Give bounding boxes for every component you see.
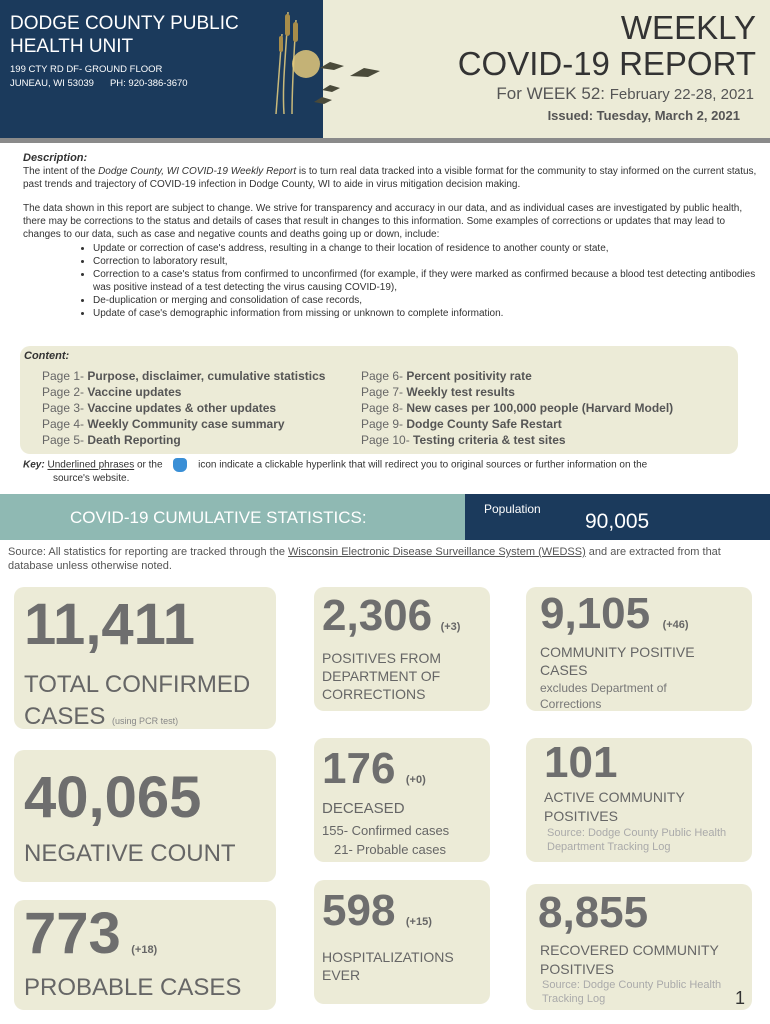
source-text-post: and are extracted from that database unless otherwise noted. — [8, 546, 721, 572]
description-intro — [23, 165, 758, 191]
page-title: Weekly Community case summary — [87, 417, 285, 431]
label-line2: CASES — [24, 703, 106, 730]
stats-banner — [0, 494, 465, 540]
active-label: ACTIVE COMMUNITY POSITIVES — [544, 789, 685, 824]
content-link-page3[interactable] — [42, 400, 325, 416]
address-phone: PH: 920-386-3670 — [109, 78, 188, 89]
community-positives-label: COMMUNITY POSITIVE CASES — [540, 644, 695, 678]
content-link-page9[interactable] — [361, 416, 673, 432]
corrections-list — [93, 242, 758, 320]
list-item: • Correction to a case's status from confirmed to unconfirmed (for example, if they were marked as confirmed because a blood test detecting antibodies was positive instead of a test detecting the virus causing COVID-19), — [93, 268, 758, 294]
content-link-page8[interactable] — [361, 400, 673, 416]
total-confirmed-label — [24, 669, 250, 737]
intro-text-pre: The intent of the — [23, 166, 99, 177]
page-title: Vaccine updates & other updates — [87, 401, 277, 415]
data-source-note — [8, 545, 758, 573]
underlined-phrases-example[interactable]: Underlined phrases — [47, 459, 135, 471]
page-number: 1 — [734, 988, 745, 1008]
content-link-page5[interactable] — [42, 432, 325, 448]
key-text-post: icon indicate a clickable hyperlink that will redirect you to original sources or further information on the — [195, 459, 648, 471]
list-item: • De-duplication or merging and consolidation of case records, — [93, 294, 758, 307]
card-recovered — [526, 884, 752, 1010]
org-address — [10, 63, 188, 91]
probable-deaths: 21- Probable cases — [334, 842, 447, 857]
hospitalizations-value: 598 — [322, 886, 396, 935]
report-title — [458, 10, 756, 82]
doc-value-row — [322, 591, 460, 641]
card-deceased — [314, 738, 490, 862]
recovered-value: 8,855 — [538, 888, 649, 937]
content-column-1 — [42, 368, 325, 448]
description-heading: Description: — [23, 152, 88, 164]
community-value-row — [540, 589, 689, 639]
page-title: Dodge County Safe Restart — [406, 417, 562, 431]
content-link-page6[interactable] — [361, 368, 673, 384]
source-text-pre: Source: All statistics for reporting are tracked through the — [8, 546, 289, 558]
card-negative — [14, 750, 276, 882]
list-item: • Correction to laboratory result, — [93, 255, 758, 268]
card-total-confirmed — [14, 587, 276, 729]
page-ref: Page 5- — [42, 433, 88, 447]
recovered-label: RECOVERED COMMUNITY POSITIVES — [540, 942, 719, 977]
week-label: For WEEK 52: — [496, 84, 605, 103]
content-link-page7[interactable] — [361, 384, 673, 400]
page-ref: Page 3- — [42, 401, 88, 415]
report-title-line2: COVID-19 REPORT — [457, 45, 756, 82]
intro-text-post: is to turn real data tracked into a visible format for the community to stay informed on the current status, past trends and trajectory of COVID-19 infection in Dodge County, WI to aide in virus mitigation decision making. — [23, 166, 757, 190]
card-hospitalizations — [314, 880, 490, 1004]
active-source: Source: Dodge County Public Health Department Tracking Log — [547, 827, 727, 853]
recovered-source: Source: Dodge County Public Health Tracking Log — [542, 979, 722, 1005]
population-label: Population — [484, 502, 541, 516]
page-ref: Page 2- — [42, 385, 88, 399]
community-positives-delta: (+46) — [662, 619, 689, 631]
deceased-delta: (+0) — [405, 774, 426, 786]
active-value: 101 — [544, 738, 618, 787]
key-text-line2: source's website. — [53, 473, 130, 484]
intro-report-name: Dodge County, WI COVID-19 Weekly Report — [98, 166, 297, 177]
page-ref: Page 6- — [361, 369, 407, 383]
probable-value-row — [24, 900, 157, 967]
page-ref: Page 4- — [42, 417, 88, 431]
card-community-positives — [526, 587, 752, 711]
org-name — [10, 12, 280, 58]
deceased-label: DECEASED — [322, 800, 405, 817]
card-doc-positives — [314, 587, 490, 711]
content-column-2 — [361, 368, 673, 448]
card-probable — [14, 900, 276, 1010]
description-section — [23, 152, 758, 320]
page-ref: Page 8- — [361, 401, 407, 415]
negative-value: 40,065 — [24, 765, 202, 830]
card-active — [526, 738, 752, 862]
address-city: JUNEAU, WI 53039 — [10, 78, 94, 89]
deceased-value-row — [322, 744, 426, 794]
key-label: Key: — [23, 459, 45, 471]
content-heading: Content: — [24, 350, 70, 362]
page-ref: Page 1- — [42, 369, 88, 383]
confirmed-deaths: 155- Confirmed cases — [322, 823, 450, 838]
page-ref: Page 9- — [361, 417, 407, 431]
week-dates: February 22-28, 2021 — [609, 86, 754, 103]
cattail-geese-logo — [262, 4, 392, 116]
population-value: 90,005 — [585, 510, 650, 533]
pcr-note: (using PCR test) — [112, 716, 179, 726]
deceased-value: 176 — [322, 744, 396, 793]
org-name-line2: HEALTH UNIT — [10, 36, 134, 57]
negative-label: NEGATIVE COUNT — [24, 840, 236, 867]
content-link-page4[interactable] — [42, 416, 325, 432]
probable-value: 773 — [24, 901, 121, 966]
org-name-line1: DODGE COUNTY PUBLIC — [10, 13, 239, 34]
content-link-page1[interactable] — [42, 368, 325, 384]
page-title: Percent positivity rate — [406, 369, 532, 383]
page-title: Weekly test results — [406, 385, 515, 399]
wedss-link[interactable]: Wisconsin Electronic Disease Surveillance System (WEDSS) — [288, 546, 586, 558]
page-title: Purpose, disclaimer, cumulative statistics — [87, 369, 326, 383]
stats-banner-title: COVID-19 CUMULATIVE STATISTICS: — [70, 508, 367, 527]
hospitalizations-delta: (+15) — [405, 916, 432, 928]
page-ref: Page 7- — [361, 385, 407, 399]
population-box — [465, 494, 770, 540]
header-divider — [0, 138, 770, 143]
community-positives-sub: excludes Department of Corrections — [540, 681, 667, 711]
doc-positives-label: POSITIVES FROM DEPARTMENT OF CORRECTIONS — [322, 650, 442, 702]
page-title: Testing criteria & test sites — [413, 433, 566, 447]
doc-positives-delta: (+3) — [440, 621, 461, 633]
probable-label: PROBABLE CASES — [24, 974, 242, 1001]
page-title: New cases per 100,000 people (Harvard Model) — [406, 401, 674, 415]
doc-positives-value: 2,306 — [322, 591, 433, 640]
content-link-page2[interactable] — [42, 384, 325, 400]
community-positives-value: 9,105 — [540, 589, 651, 638]
description-disclaimer: The data shown in this report are subject to change. We strive for transparency and accuracy in our data, and as individual cases are investigated by public health, there may be corrections to the status and details of cases that result in changes to this information. Some examples of corrections or updates that may lead to changes to our data, such as case and negative counts and deaths going up or down, include: — [23, 203, 743, 240]
total-confirmed-value: 11,411 — [24, 592, 195, 657]
pointing-hand-icon — [173, 458, 187, 472]
page-title: Vaccine updates — [87, 385, 182, 399]
label-line1: TOTAL CONFIRMED — [24, 671, 251, 698]
key-text-mid: or the — [134, 459, 166, 471]
page-title: Death Reporting — [87, 433, 181, 447]
report-week — [496, 84, 754, 104]
list-item: • Update of case's demographic information from missing or unknown to complete information. — [93, 307, 758, 320]
hosp-value-row — [322, 886, 432, 936]
issued-date: Issued: Tuesday, March 2, 2021 — [547, 108, 740, 123]
probable-delta: (+18) — [131, 944, 158, 956]
deceased-breakdown — [322, 821, 449, 859]
report-title-line1: WEEKLY — [620, 9, 756, 46]
content-link-page10[interactable] — [361, 432, 673, 448]
address-street: 199 CTY RD DF- GROUND FLOOR — [10, 64, 163, 75]
key-legend — [23, 458, 743, 485]
list-item: • Update or correction of case's address, resulting in a change to their location of residence to another county or state, — [93, 242, 758, 255]
page-ref: Page 10- — [361, 433, 414, 447]
hospitalizations-label: HOSPITALIZATIONS EVER — [322, 949, 454, 983]
content-index — [20, 346, 738, 454]
